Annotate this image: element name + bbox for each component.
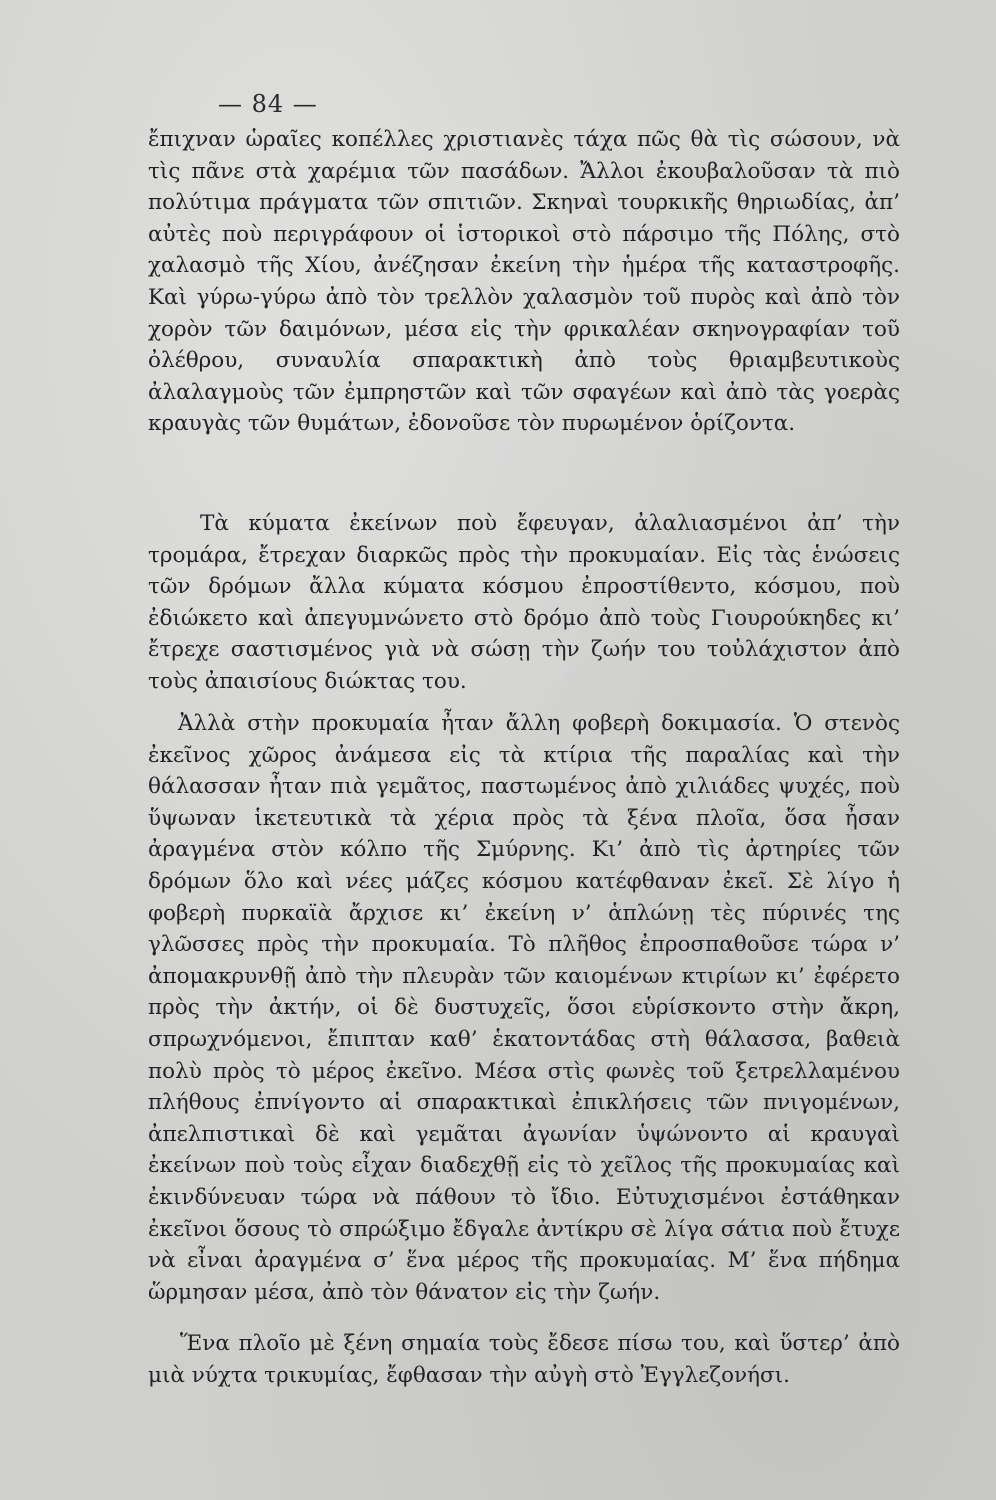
page-number: — 84 — [218, 90, 318, 118]
paragraph-3 [148, 708, 900, 1308]
paragraph-2 [148, 508, 900, 698]
paragraph-text: Ἀλλὰ στὴν προκυμαία ἦταν ἄλλη φοβερὴ δοκιμασία. Ὁ στενὸς ἐκεῖνος χῶρος ἀνάμεσα εἰς τὰ κτίρια τῆς παραλίας καὶ τὴν θάλασσαν ἦταν πιὰ γεμᾶτος, παστωμένος ἀπὸ χιλιάδες ψυχές, ποὺ ὕψωναν ἱκετευτικὰ τὰ χέρια πρὸς τὰ ξένα πλοῖα, ὅσα ἦσαν ἀραγμένα στὸν κόλπο τῆς Σμύρνης. Κι’ ἀπὸ τὶς ἀρτηρίες τῶν δρόμων ὅλο καὶ νέες μάζες κόσμου κατέφθαναν ἐκεῖ. Σὲ λίγο ἡ φοβερὴ πυρκαϊὰ ἄρχισε κι’ ἐκείνη ν’ ἁπλώνῃ τὲς πύρινές της γλῶσσες πρὸς τὴν προκυμαία. Τὸ πλῆθος ἐπροσπαθοῦσε τώρα ν’ ἀπομακρυνθῇ ἀπὸ τὴν πλευρὰν τῶν καιομένων κτιρίων κι’ ἐφέρετο πρὸς τὴν ἀκτήν, οἱ δὲ δυστυχεῖς, ὅσοι εὑρίσκοντο στὴν ἄκρη, σπρωχνόμενοι, ἔπιπταν καθ’ ἑκατοντάδας στὴ θάλασσα, βαθειὰ πολὺ πρὸς τὸ μέρος ἐκεῖνο. Μέσα στὶς φωνὲς τοῦ ξετρελλαμένου πλήθους ἐπνίγοντο αἱ σπαρακτικαὶ ἐπικλήσεις τῶν πνιγομένων, ἀπελπιστικαὶ δὲ καὶ γεμᾶται ἀγωνίαν ὑψώνοντο αἱ κραυγαὶ ἐκείνων ποὺ τοὺς εἶχαν διαδεχθῇ εἰς τὸ χεῖλος τῆς προκυμαίας καὶ ἐκινδύνευαν τώρα νὰ πάθουν τὸ ἴδιο. Εὐτυχισμένοι ἐστάθηκαν ἐκεῖνοι ὅσους τὸ σπρώξιμο ἔδγαλε ἀντίκρυ σὲ λίγα σάτια ποὺ ἔτυχε νὰ εἶναι ἀραγμένα σ’ ἕνα μέρος τῆς προκυμαίας. Μ’ ἕνα πήδημα ὥρμησαν μέσα, ἀπὸ τὸν θάνατον εἰς τὴν ζωήν. [148, 711, 900, 1305]
paragraph-4 [148, 1328, 900, 1391]
paragraph-1 [148, 124, 900, 440]
paragraph-text: ἔπιχναν ὡραῖες κοπέλλες χριστιανὲς τάχα πῶς θὰ τὶς σώσουν, νὰ τὶς πᾶνε στὰ χαρέμια τῶν πασάδων. Ἄλλοι ἐκουβαλοῦσαν τὰ πιὸ πολύτιμα πράγματα τῶν σπιτιῶν. Σκηναὶ τουρκικῆς θηριωδίας, ἀπ’ αὐτὲς ποὺ περιγράφουν οἱ ἱστορικοὶ στὸ πάρσιμο τῆς Πόλης, στὸ χαλασμὸ τῆς Χίου, ἀνέζησαν ἐκείνη τὴν ἡμέρα τῆς καταστροφῆς. Καὶ γύρω-γύρω ἀπὸ τὸν τρελλὸν χαλασμὸν τοῦ πυρὸς καὶ ἀπὸ τὸν χορὸν τῶν δαιμόνων, μέσα εἰς τὴν φρικαλέαν σκηνογραφίαν τοῦ ὀλέθρου, συναυλία σπαρακτικὴ ἀπὸ τοὺς θριαμβευτικοὺς ἀλαλαγμοὺς τῶν ἐμπρηστῶν καὶ τῶν σφαγέων καὶ ἀπὸ τὰς γοερὰς κραυγὰς τῶν θυμάτων, ἐδονοῦσε τὸν πυρωμένον ὁρίζοντα. [148, 127, 900, 437]
paragraph-text: Ἕνα πλοῖο μὲ ξένη σημαία τοὺς ἔδεσε πίσω του, καὶ ὕστερ’ ἀπὸ μιὰ νύχτα τρικυμίας, ἔφθασαν τὴν αὐγὴ στὸ Ἐγγλεζονήσι. [148, 1331, 900, 1388]
paragraph-text: Τὰ κύματα ἐκείνων ποὺ ἔφευγαν, ἀλαλιασμένοι ἀπ’ τὴν τρομάρα, ἔτρεχαν διαρκῶς πρὸς τὴν προκυμαίαν. Εἰς τὰς ἑνώσεις τῶν δρόμων ἄλλα κύματα κόσμου ἐπροστίθεντο, κόσμου, ποὺ ἐδιώκετο καὶ ἀπεγυμνώνετο στὸ δρόμο ἀπὸ τοὺς Γιουρούκηδες κι’ ἔτρεχε σαστισμένος γιὰ νὰ σώσῃ τὴν ζωήν του τοὐλάχιστον ἀπὸ τοὺς ἀπαισίους διώκτας του. [148, 511, 900, 694]
